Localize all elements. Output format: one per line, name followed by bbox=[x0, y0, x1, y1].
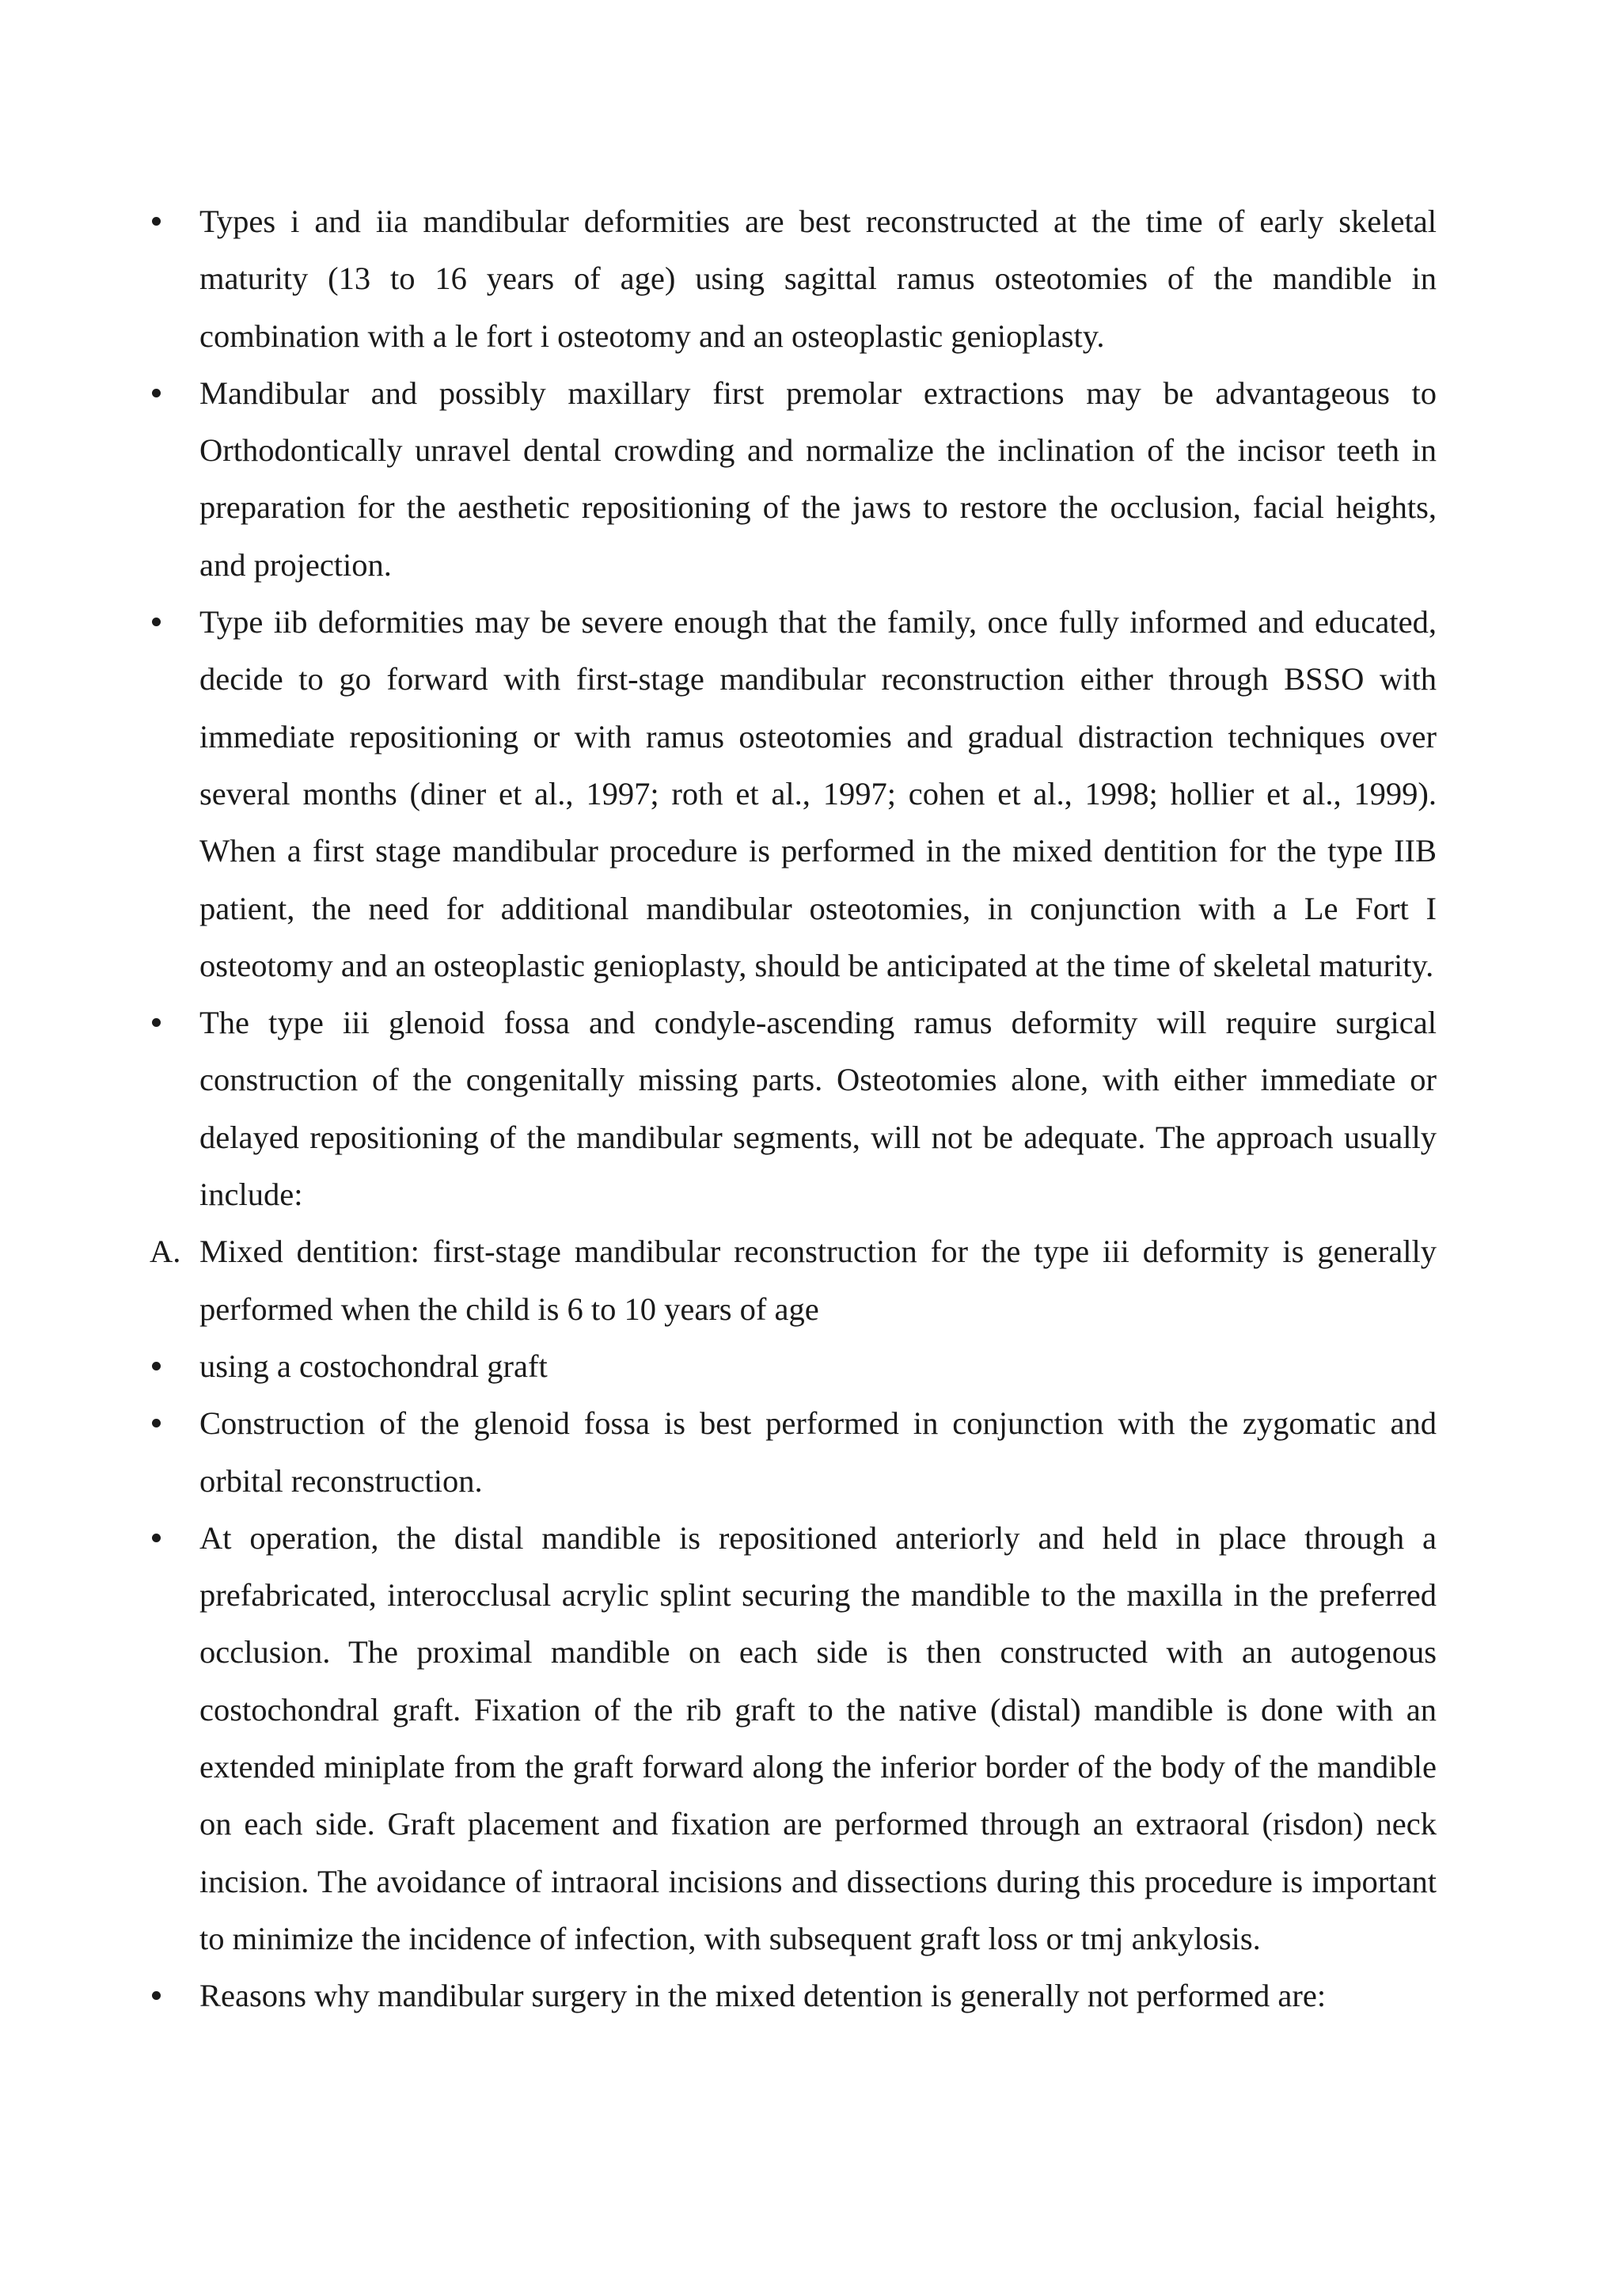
list-item-text: Mixed dentition: first-stage mandibular reconstruction for the type iii deformity is generally performed when the child is 6 to 10 years of age bbox=[199, 1234, 1437, 1327]
bullet-icon bbox=[152, 1362, 161, 1370]
bullet-icon bbox=[152, 1018, 161, 1027]
bullet-icon bbox=[152, 1991, 161, 2000]
bullet-marker bbox=[150, 1338, 190, 1395]
list-item-text: Construction of the glenoid fossa is best performed in conjunction with the zygomatic and orbital reconstruction. bbox=[199, 1405, 1437, 1499]
bullet-icon bbox=[152, 1419, 161, 1427]
document-body bbox=[150, 193, 1437, 2025]
list-item-text: At operation, the distal mandible is repositioned anteriorly and held in place through a prefabricated, interocclusal acrylic splint securing the mandible to the maxilla in the preferred occlusion. The proximal mandible on each side is then constructed with an autogenous costochondral graft. Fixation of the rib graft to the native (distal) mandible is done with an extended miniplate from the graft forward along the inferior border of the body of the mandible on each side. Graft placement and fixation are performed through an extraoral (risdon) neck incision. The avoidance of intraoral incisions and dissections during this procedure is important to minimize the incidence of infection, with subsequent graft loss or tmj ankylosis. bbox=[199, 1519, 1437, 1956]
letter-marker: A. bbox=[150, 1234, 181, 1270]
list-item bbox=[150, 1223, 1437, 1338]
bullet-marker bbox=[150, 1510, 190, 1567]
list-item bbox=[150, 1967, 1437, 2024]
bullet-marker bbox=[150, 594, 190, 651]
list-item bbox=[150, 365, 1437, 594]
list-item-text: Type iib deformities may be severe enough that the family, once fully informed and educated, decide to go forward with first-stage mandibular reconstruction either through BSSO with immediate repositioning or with ramus osteotomies and gradual distraction techniques over several months (diner et al., 1997; roth et al., 1997; cohen et al., 1998; hollier et al., 1999). When a first stage mandibular procedure is performed in the mixed dentition for the type IIB patient, the need for additional mandibular osteotomies, in conjunction with a Le Fort I osteotomy and an osteoplastic genioplasty, should be anticipated at the time of skeletal maturity. bbox=[199, 604, 1437, 983]
bullet-marker bbox=[150, 193, 190, 250]
list-item bbox=[150, 994, 1437, 1223]
list-item-text: using a costochondral graft bbox=[199, 1348, 548, 1384]
bullet-icon bbox=[152, 217, 161, 226]
bullet-icon bbox=[152, 618, 161, 626]
list-item-text: Reasons why mandibular surgery in the mixed detention is generally not performed are: bbox=[199, 1978, 1327, 2014]
bullet-marker bbox=[150, 1395, 190, 1452]
list-item bbox=[150, 1395, 1437, 1510]
bullet-marker bbox=[150, 1967, 190, 2024]
list-item-text: Types i and iia mandibular deformities are best reconstructed at the time of early skeletal maturity (13 to 16 years of age) using sagittal ramus osteotomies of the mandible in combination with a le fort i osteotomy and an osteoplastic genioplasty. bbox=[199, 203, 1437, 354]
list-item bbox=[150, 1338, 1437, 1395]
list-item bbox=[150, 1510, 1437, 1967]
list-item-text: Mandibular and possibly maxillary first premolar extractions may be advantageous to Orthodontically unravel dental crowding and normalize the inclination of the incisor teeth in preparation for the aesthetic repositioning of the jaws to restore the occlusion, facial heights, and projection. bbox=[199, 374, 1437, 583]
list-item bbox=[150, 193, 1437, 365]
list-item-text: The type iii glenoid fossa and condyle-ascending ramus deformity will require surgical construction of the congenitally missing parts. Osteotomies alone, with either immediate or delayed repositioning of the mandibular segments, will not be adequate. The approach usually include: bbox=[199, 1005, 1437, 1213]
bullet-marker bbox=[150, 994, 190, 1051]
bullet-icon bbox=[152, 389, 161, 397]
bullet-icon bbox=[152, 1534, 161, 1542]
bullet-marker bbox=[150, 365, 190, 422]
list-item bbox=[150, 594, 1437, 994]
